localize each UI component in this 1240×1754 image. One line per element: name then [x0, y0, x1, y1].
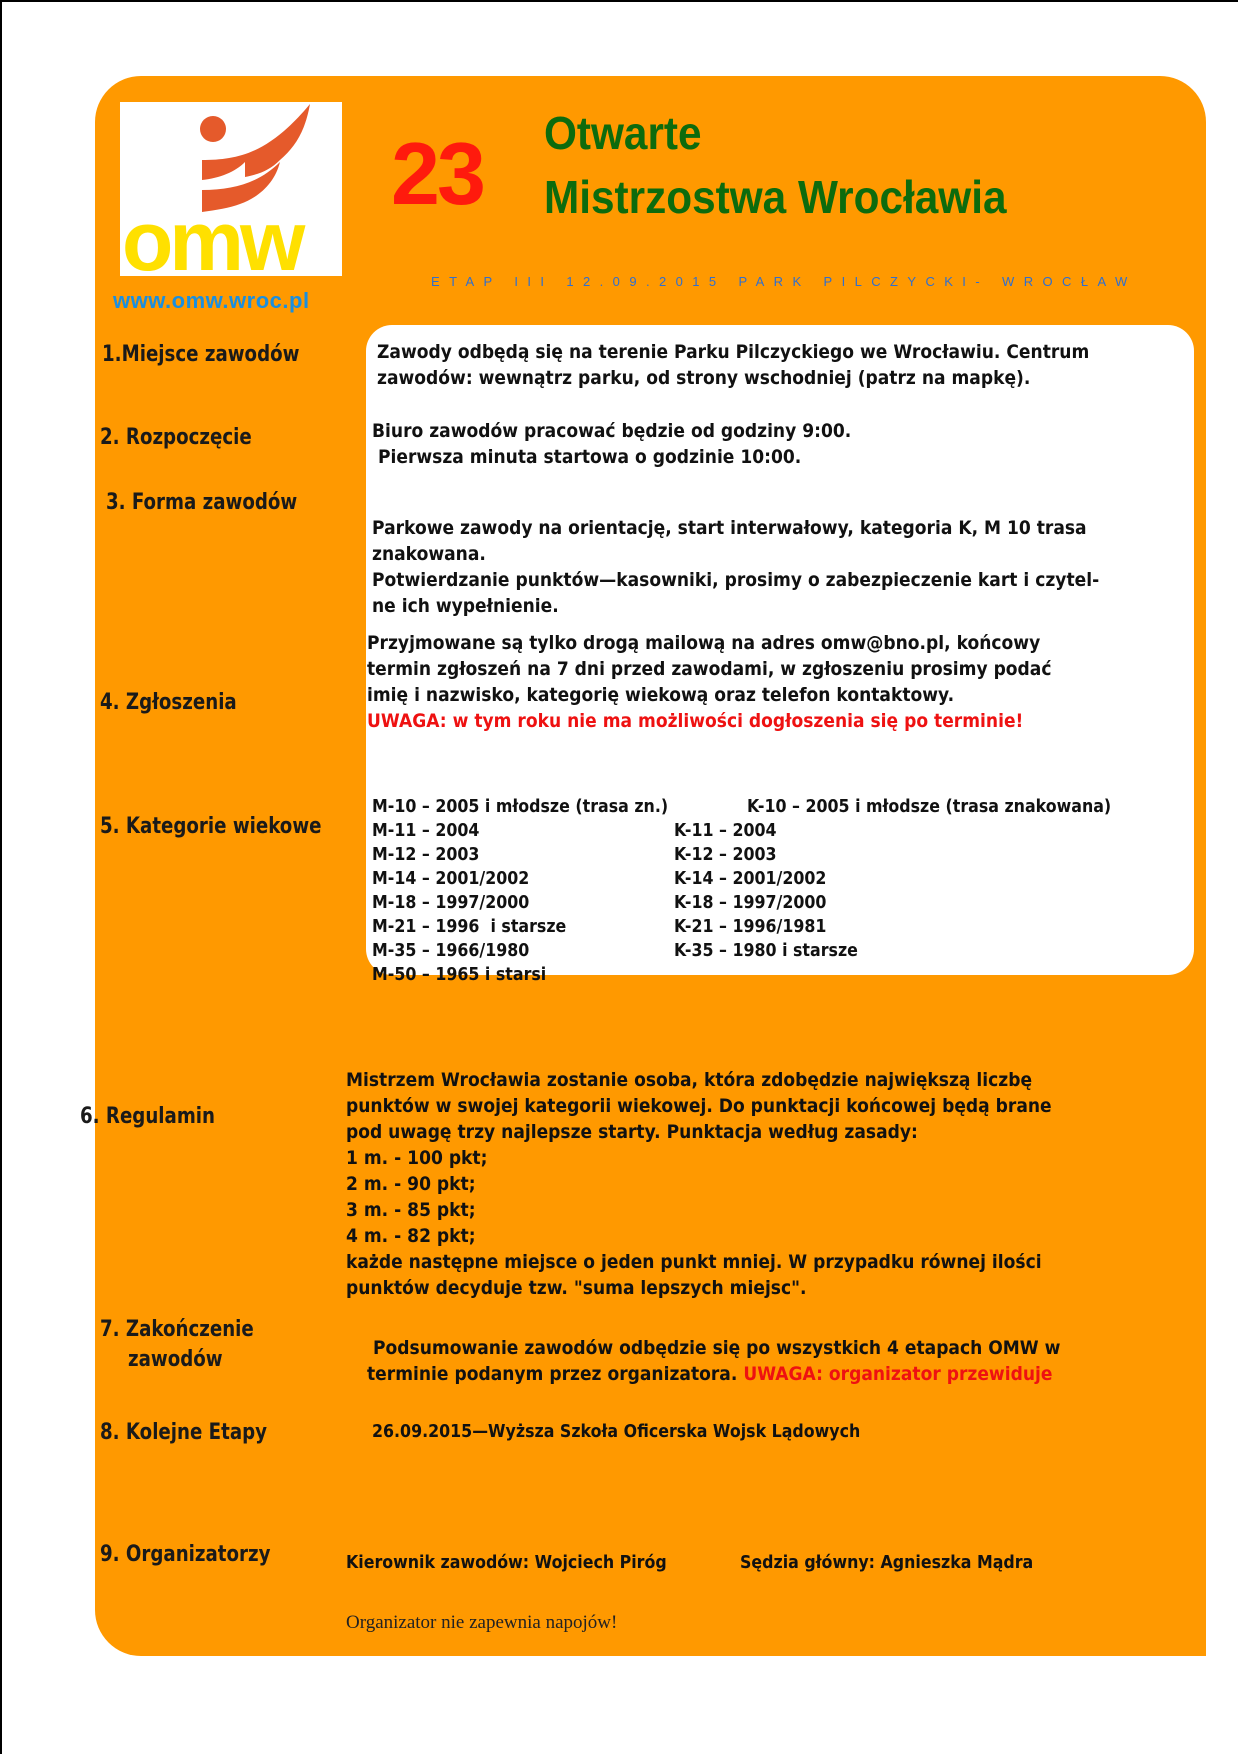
zgloszenia-warning: UWAGA: w tym roku nie ma możliwości dogłoszenia się po terminie!: [367, 710, 1024, 732]
category-men: M-12 – 2003: [372, 844, 480, 865]
rozpoczecie-line: Pierwsza minuta startowa o godzinie 10:00.: [372, 446, 802, 468]
edition-number: 23: [391, 124, 483, 223]
category-men: M-35 – 1966/1980: [372, 940, 530, 961]
category-men: M-18 – 1997/2000: [372, 892, 530, 913]
omw-logo: [120, 102, 342, 276]
section-label-zakonczenie-2: zawodów: [128, 1347, 223, 1372]
section-label-organizatorzy: 9. Organizatorzy: [100, 1542, 271, 1567]
regulamin-line: punktów w swojej kategorii wiekowej. Do punktacji końcowej będą brane: [346, 1095, 1052, 1117]
zgloszenia-line: termin zgłoszeń na 7 dni przed zawodami, w zgłoszeniu prosimy podać: [367, 658, 1052, 680]
category-women: K-21 – 1996/1981: [674, 916, 827, 937]
zgloszenia-line: Przyjmowane są tylko drogą mailową na adres omw@bno.pl, końcowy: [367, 632, 1041, 654]
regulamin-line: 3 m. - 85 pkt;: [346, 1199, 476, 1221]
regulamin-line: 2 m. - 90 pkt;: [346, 1173, 476, 1195]
miejsce-line: Zawody odbędą się na terenie Parku Pilczyckiego we Wrocławiu. Centrum: [377, 341, 1090, 363]
section-label-zakonczenie: 7. Zakończenie: [100, 1317, 254, 1342]
category-women: K-35 – 1980 i starsze: [674, 940, 858, 961]
section-label-kategorie: 5. Kategorie wiekowe: [100, 814, 322, 839]
miejsce-line: zawodów: wewnątrz parku, od strony wschodniej (patrz na mapkę).: [377, 367, 1031, 389]
forma-line: Parkowe zawody na orientację, start interwałowy, kategoria K, M 10 trasa: [372, 517, 1087, 539]
website-link[interactable]: www.omw.wroc.pl: [113, 288, 310, 313]
category-women: K-12 – 2003: [674, 844, 777, 865]
forma-line: znakowana.: [372, 543, 486, 565]
regulamin-line: pod uwagę trzy najlepsze starty. Punktacja według zasady:: [346, 1121, 918, 1143]
category-women: K-10 – 2005 i młodsze (trasa znakowana): [747, 796, 1112, 817]
category-women: K-11 – 2004: [674, 820, 777, 841]
category-women: K-18 – 1997/2000: [674, 892, 827, 913]
zgloszenia-line: imię i nazwisko, kategorię wiekową oraz telefon kontaktowy.: [367, 684, 955, 706]
title-line1: Otwarte: [544, 107, 702, 159]
zakonczenie-line: Podsumowanie zawodów odbędzie się po wszystkich 4 etapach OMW w: [373, 1337, 1061, 1359]
organizer-director: Kierownik zawodów: Wojciech Piróg: [346, 1552, 667, 1573]
section-label-regulamin: 6. Regulamin: [80, 1104, 216, 1129]
category-women: K-14 – 2001/2002: [674, 868, 827, 889]
regulamin-line: Mistrzem Wrocławia zostanie osoba, która zdobędzie największą liczbę: [346, 1069, 1033, 1091]
regulamin-line: 4 m. - 82 pkt;: [346, 1225, 476, 1247]
section-label-miejsce: 1.Miejsce zawodów: [102, 342, 300, 367]
category-men: M-14 – 2001/2002: [372, 868, 530, 889]
section-label-zgloszenia: 4. Zgłoszenia: [100, 690, 237, 715]
organizer-judge: Sędzia główny: Agnieszka Mądra: [740, 1552, 1034, 1573]
svg-text:omw: omw: [122, 194, 302, 276]
drinks-note: Organizator nie zapewnia napojów!: [346, 1612, 618, 1633]
title-line2: Mistrzostwa Wrocławia: [544, 171, 1007, 223]
section-label-forma: 3. Forma zawodów: [106, 490, 298, 515]
zakonczenie-line-2: [367, 1361, 1052, 1387]
forma-line: Potwierdzanie punktów—kasowniki, prosimy o zabezpieczenie kart i czytel-: [372, 569, 1100, 591]
category-men: M-50 – 1965 i starsi: [372, 964, 547, 985]
regulamin-line: 1 m. - 100 pkt;: [346, 1147, 488, 1169]
forma-line: ne ich wypełnienie.: [372, 595, 559, 617]
section-label-etapy: 8. Kolejne Etapy: [100, 1420, 268, 1445]
etapy-line: 26.09.2015—Wyższa Szkoła Oficerska Wojsk Lądowych: [372, 1421, 861, 1442]
regulamin-line: punktów decyduje tzw. "suma lepszych miejsc".: [346, 1277, 807, 1299]
zakonczenie-warning: UWAGA: organizator przewiduje: [743, 1363, 1053, 1385]
omw-logo-icon: [120, 102, 342, 276]
category-men: M-11 – 2004: [372, 820, 480, 841]
regulamin-line: każde następne miejsce o jeden punkt mniej. W przypadku równej ilości: [346, 1251, 1042, 1273]
category-men: M-10 – 2005 i młodsze (trasa zn.): [372, 796, 669, 817]
stage-info: ETAP III 12.09.2015 PARK PILCZYCKI- WROCŁAW: [431, 274, 1137, 289]
rozpoczecie-line: Biuro zawodów pracować będzie od godziny 9:00.: [372, 420, 852, 442]
zakonczenie-text: terminie podanym przez organizatora.: [367, 1363, 738, 1385]
category-men: M-21 – 1996 i starsze: [372, 916, 567, 937]
section-label-rozpoczecie: 2. Rozpoczęcie: [100, 425, 252, 450]
